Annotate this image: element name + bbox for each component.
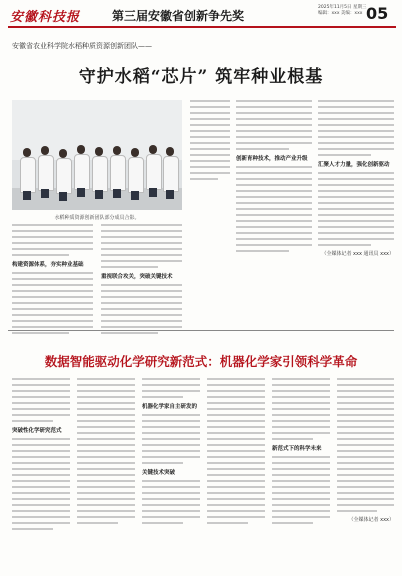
text-column xyxy=(207,378,265,528)
team-photo xyxy=(12,100,182,210)
person-figure xyxy=(56,149,70,201)
page-number: 05 xyxy=(366,4,389,23)
photo-caption: 水稻种质资源创新团队部分成员合影。 xyxy=(54,215,140,221)
story-headline: 守护水稻“芯片” 筑牢种业根基 xyxy=(78,67,324,87)
text-column xyxy=(318,100,394,257)
person-figure xyxy=(146,145,160,197)
person-figure xyxy=(38,146,52,198)
story-separator xyxy=(8,330,394,331)
masthead-rule xyxy=(8,26,396,28)
masthead xyxy=(0,0,402,30)
person-figure xyxy=(128,148,142,200)
story-byline: （全媒体记者 xxx 通讯员 xxx） xyxy=(321,251,394,257)
editor-text: 编辑：xxx 美编：xxx xyxy=(318,11,363,16)
date-text: 2025年11月5日 星期三 xyxy=(318,5,367,10)
page-number-box xyxy=(366,4,396,24)
person-figure xyxy=(20,148,34,200)
text-column xyxy=(236,100,312,256)
story-subhead: 机器化学家自主研发的 xyxy=(142,404,198,410)
story-subhead: 关键技术突破 xyxy=(142,470,176,476)
text-column xyxy=(77,378,135,528)
person-figure xyxy=(110,146,124,198)
person-figure xyxy=(74,145,88,197)
story-subhead: 重视联合攻关，突破关键技术 xyxy=(101,274,173,280)
text-column xyxy=(101,224,182,338)
story-subhead: 汇聚人才力量，强化创新驱动 xyxy=(318,162,390,168)
story-subhead: 突破性化学研究范式 xyxy=(12,428,62,434)
text-column xyxy=(12,224,93,338)
person-figure xyxy=(163,147,177,199)
text-column xyxy=(337,378,394,523)
text-column xyxy=(190,100,230,184)
paper-name: 安徽科技报 xyxy=(10,10,81,25)
date-line xyxy=(318,5,366,17)
section-title: 第三届安徽省创新争先奖 xyxy=(112,9,245,23)
story-byline: （全媒体记者 xxx） xyxy=(348,517,394,523)
person-figure xyxy=(92,147,106,199)
story-headline: 数据智能驱动化学研究新范式：机器化学家引领科学革命 xyxy=(44,354,358,369)
story-subhead: 新范式下的科学未来 xyxy=(272,446,322,452)
story-subhead: 构建资源体系，夯实种业基础 xyxy=(12,262,84,268)
story-kicker: 安徽省农业科学院水稻种质资源创新团队—— xyxy=(12,42,152,50)
text-column xyxy=(142,378,200,528)
text-column xyxy=(272,378,330,528)
story-subhead: 创新育种技术，推动产业升级 xyxy=(236,156,308,162)
text-column xyxy=(12,378,70,534)
